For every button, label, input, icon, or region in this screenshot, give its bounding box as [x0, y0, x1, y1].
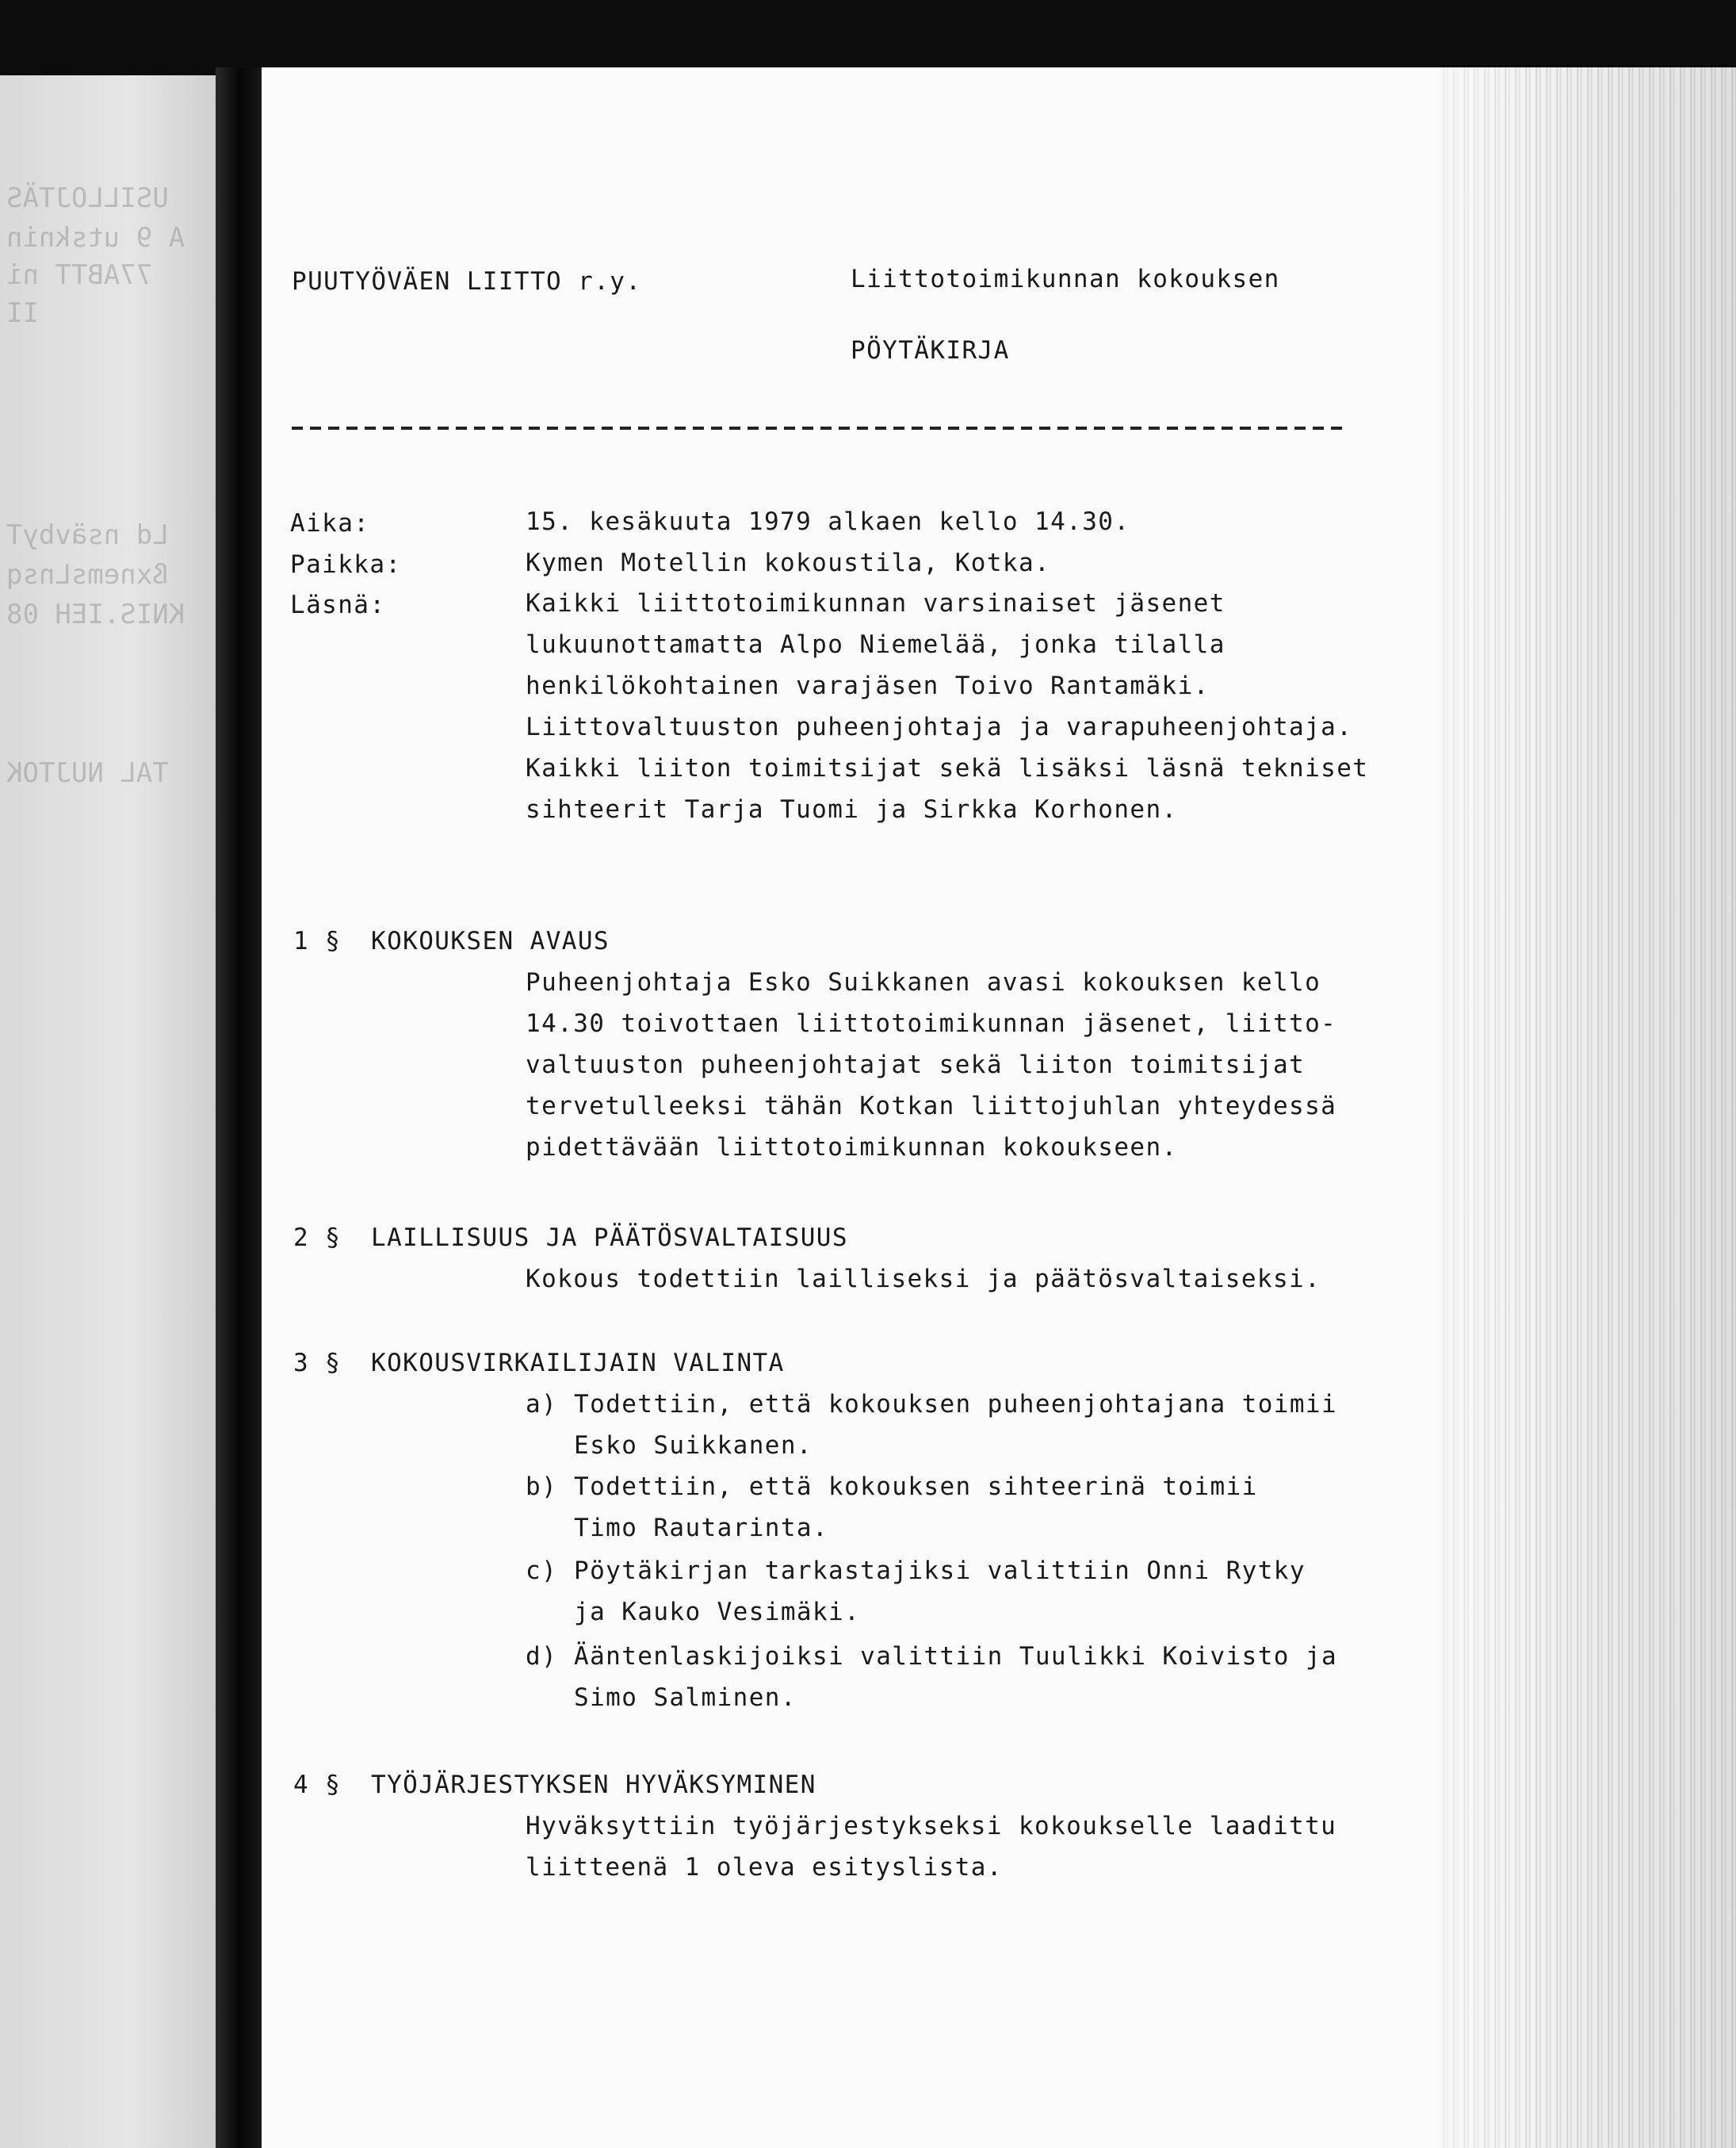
list-item-line: ja Kauko Vesimäki. — [574, 1598, 861, 1626]
book-gutter — [216, 67, 265, 2148]
aika-label: Aika: — [290, 509, 370, 538]
list-item-line: Ääntenlaskijoiksi valittiin Tuulikki Koivisto ja — [574, 1642, 1338, 1671]
lasna-line: sihteerit Tarja Tuomi ja Sirkka Korhonen. — [526, 795, 1178, 824]
section-line: liitteenä 1 oleva esityslista. — [526, 1853, 1003, 1882]
left-page-bleed — [0, 75, 218, 2148]
section-line: tervetulleeksi tähän Kotkan liittojuhlan yhteydessä — [526, 1092, 1337, 1120]
section-title: TYÖJÄRJESTYKSEN HYVÄKSYMINEN — [371, 1771, 816, 1799]
list-marker: c) — [526, 1556, 558, 1585]
lasna-line: Liittovaltuuston puheenjohtaja ja varapuheenjohtaja. — [526, 713, 1353, 741]
section-title: LAILLISUUS JA PÄÄTÖSVALTAISUUS — [371, 1223, 848, 1252]
section-title: KOKOUKSEN AVAUS — [371, 927, 610, 955]
section-number: 2 § — [293, 1223, 342, 1252]
meeting-title: Liittotoimikunnan kokouksen — [851, 265, 1280, 293]
bleed-line: A 9 utsknin — [6, 222, 185, 254]
section-line: pidettävään liittotoimikunnan kokoukseen. — [526, 1133, 1178, 1162]
list-item-line: Esko Suikkanen. — [574, 1431, 813, 1460]
header-separator — [292, 427, 1344, 430]
list-item-line: Todettiin, että kokouksen puheenjohtajana toimii — [574, 1390, 1338, 1419]
section-title: KOKOUSVIRKAILIJAIN VALINTA — [371, 1349, 785, 1377]
lasna-line: lukuunottamatta Alpo Niemelää, jonka tilalla — [526, 630, 1226, 659]
lasna-label: Läsnä: — [290, 591, 386, 619]
bleed-line: KNIS.IEH 08 — [6, 599, 185, 630]
page-stack-shade — [1439, 67, 1736, 2148]
list-item-line: Simo Salminen. — [574, 1683, 797, 1712]
bleed-line: USILLOJTÄS — [6, 182, 169, 214]
list-item-line: Todettiin, että kokouksen sihteerinä toimii — [574, 1472, 1258, 1501]
section-line: Hyväksyttiin työjärjestykseksi kokoukselle laadittu — [526, 1812, 1337, 1840]
section-line: Kokous todettiin lailliseksi ja päätösvaltaiseksi. — [526, 1265, 1321, 1293]
section-line: valtuuston puheenjohtajat sekä liiton toimitsijat — [526, 1051, 1306, 1079]
lasna-line: Kaikki liittotoimikunnan varsinaiset jäsenet — [526, 589, 1226, 618]
organization-name: PUUTYÖVÄEN LIITTO r.y. — [292, 267, 642, 296]
lasna-line: Kaikki liiton toimitsijat sekä lisäksi läsnä tekniset — [526, 754, 1369, 783]
list-marker: d) — [526, 1642, 558, 1671]
bleed-line: 77ABTT ni — [6, 259, 153, 291]
bleed-line: Ld nsävbyT — [6, 519, 169, 551]
list-marker: a) — [526, 1390, 558, 1419]
section-number: 3 § — [293, 1349, 342, 1377]
paikka-value: Kymen Motellin kokoustila, Kotka. — [526, 549, 1051, 577]
section-number: 1 § — [293, 927, 342, 955]
lasna-line: henkilökohtainen varajäsen Toivo Rantamäki. — [526, 672, 1210, 700]
section-line: Puheenjohtaja Esko Suikkanen avasi kokouksen kello — [526, 968, 1321, 997]
paikka-label: Paikka: — [290, 550, 402, 579]
section-line: 14.30 toivottaen liittotoimikunnan jäsenet, liitto- — [526, 1009, 1337, 1038]
bleed-line: II — [6, 297, 39, 329]
section-number: 4 § — [293, 1771, 342, 1799]
aika-value: 15. kesäkuuta 1979 alkaen kello 14.30. — [526, 507, 1130, 536]
document-type: PÖYTÄKIRJA — [851, 336, 1010, 365]
bleed-line: ßxnemsLnsq — [6, 559, 169, 591]
bleed-line: TAL NUJTOK — [6, 757, 169, 789]
list-item-line: Timo Rautarinta. — [574, 1514, 829, 1542]
scan-top-shadow — [0, 0, 1736, 75]
list-marker: b) — [526, 1472, 558, 1501]
list-item-line: Pöytäkirjan tarkastajiksi valittiin Onni Rytky — [574, 1556, 1306, 1585]
